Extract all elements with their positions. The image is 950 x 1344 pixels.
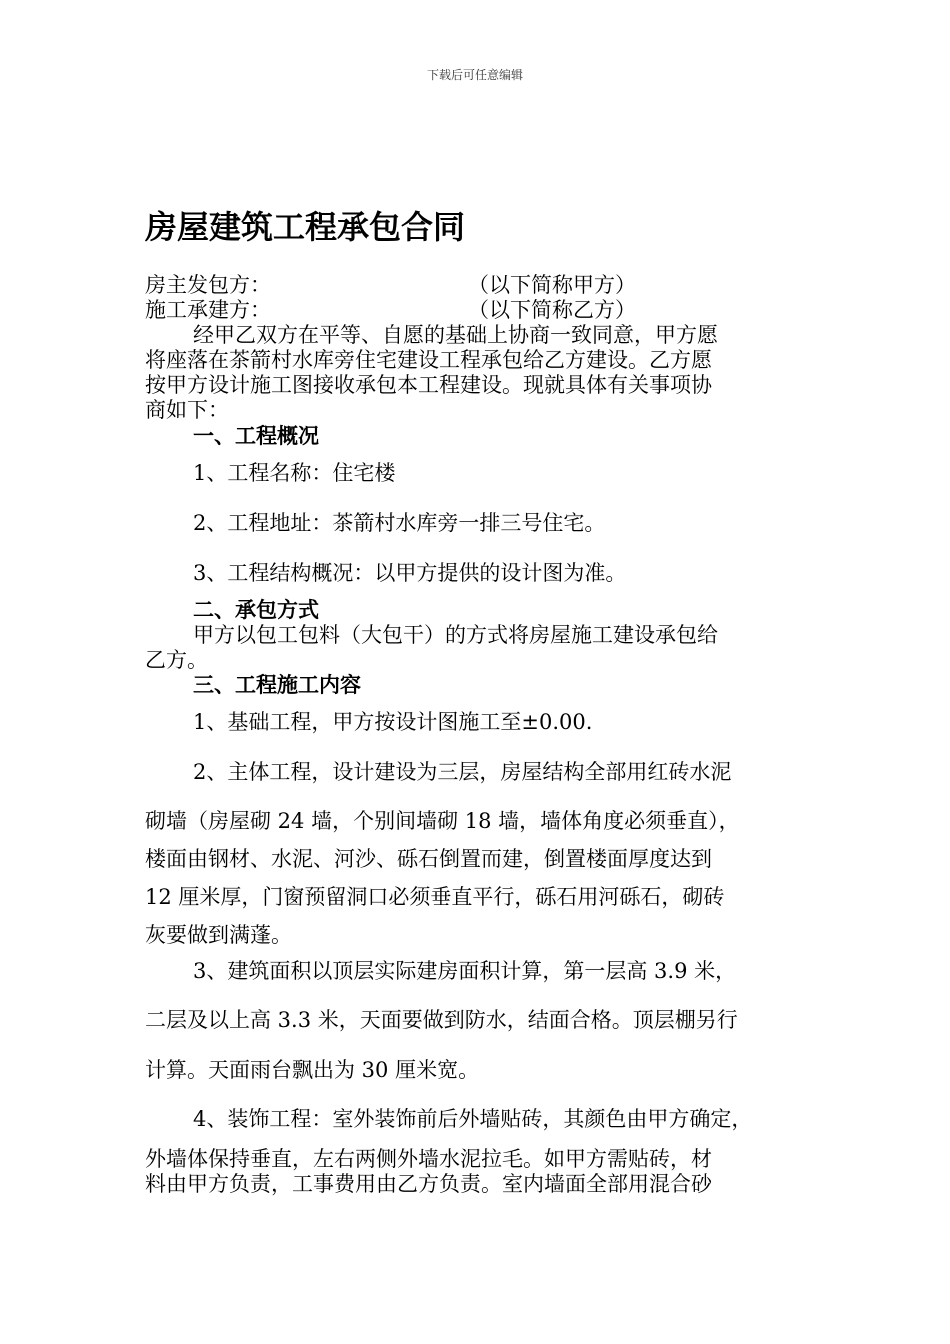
contract-mode-line: 甲方以包工包料（大包干）的方式将房屋施工建设承包给 [193, 623, 718, 647]
overview-item: 2、工程地址：茶箭村水库旁一排三号住宅。 [193, 511, 606, 535]
section-heading-construction-content: 三、工程施工内容 [193, 672, 361, 697]
intro-line: 商如下： [145, 398, 229, 422]
intro-line: 将座落在茶箭村水库旁住宅建设工程承包给乙方建设。乙方愿 [145, 348, 712, 372]
section-heading-contract-mode: 二、承包方式 [193, 597, 319, 622]
section-heading-overview: 一、工程概况 [193, 423, 319, 448]
overview-item: 1、工程名称：住宅楼 [193, 461, 396, 485]
party-builder-label: 施工承建方： [145, 298, 271, 322]
construction-item-foundation: 1、基础工程，甲方按设计图施工至±0.00. [193, 710, 593, 734]
construction-item-main-line: 2、主体工程，设计建设为三层，房屋结构全部用红砖水泥 [193, 760, 732, 784]
party-owner-label: 房主发包方： [145, 273, 271, 297]
contract-mode-line: 乙方。 [145, 648, 208, 672]
party-builder-alias: （以下简称乙方） [468, 298, 636, 322]
construction-item-area-line: 3、建筑面积以顶层实际建房面积计算，第一层高 3.9 米， [193, 959, 737, 983]
construction-item-area-line: 计算。天面雨台飘出为 30 厘米宽。 [145, 1058, 480, 1082]
construction-item-decoration-line: 4、装饰工程：室外装饰前后外墙贴砖，其颜色由甲方确定， [193, 1107, 753, 1131]
construction-item-main-line: 砌墙（房屋砌 24 墙，个别间墙砌 18 墙，墙体角度必须垂直）， [145, 809, 740, 833]
construction-item-main-line: 灰要做到满蓬。 [145, 923, 292, 947]
overview-item: 3、工程结构概况：以甲方提供的设计图为准。 [193, 561, 627, 585]
document-title: 房屋建筑工程承包合同 [145, 208, 466, 246]
page-header-note: 下载后可任意编辑 [426, 68, 523, 82]
construction-item-main-line: 楼面由钢材、水泥、河沙、砾石倒置而建，倒置楼面厚度达到 [145, 847, 712, 871]
construction-item-area-line: 二层及以上高 3.3 米，天面要做到防水，结面合格。顶层棚另行 [145, 1008, 738, 1032]
intro-line: 按甲方设计施工图接收承包本工程建设。现就具体有关事项协 [145, 373, 712, 397]
construction-item-decoration-line: 料由甲方负责，工事费用由乙方负责。室内墙面全部用混合砂 [145, 1172, 712, 1196]
intro-line: 经甲乙双方在平等、自愿的基础上协商一致同意，甲方愿 [193, 323, 718, 347]
party-owner-alias: （以下简称甲方） [468, 273, 636, 297]
construction-item-main-line: 12 厘米厚，门窗预留洞口必须垂直平行，砾石用河砾石，砌砖 [145, 885, 725, 909]
construction-item-decoration-line: 外墙体保持垂直，左右两侧外墙水泥拉毛。如甲方需贴砖，材 [145, 1147, 712, 1171]
